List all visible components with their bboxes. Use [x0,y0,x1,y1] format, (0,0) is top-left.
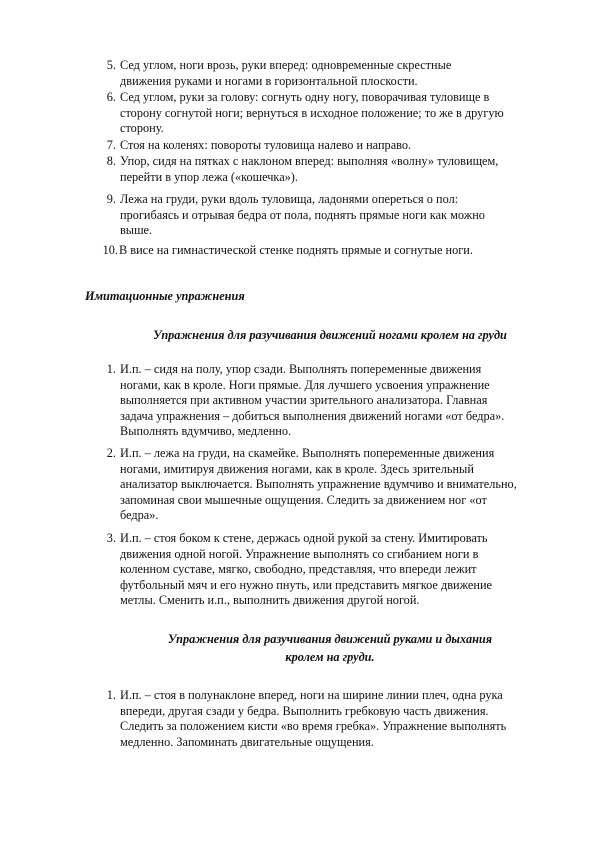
list-item-number: 1. [106,688,116,702]
list-item-number: 9. [106,192,116,206]
list-item [0,192,595,240]
list-item [0,688,595,752]
list-item-number: 10. [102,243,118,257]
list-item-text: И.п. – сидя на полу, упор сзади. Выполнять попеременные движения ногами, как в кроле. Ноги прямые. Для лучшего усвоения упражнение выполняется при активном участии зрительного анализатора. Главная задача упражнения – добиться выполнения движений ногами «от бедра». Выполнять вдумчиво, медленно. [120,362,505,438]
list-item [0,58,595,90]
subsection-heading: Упражнения для разучивания движений руками и дыхания [167,632,493,646]
list-item-text: Упор, сидя на пятках с наклоном вперед: выполняя «волну» туловищем, перейти в упор лежа («кошечка»). [120,154,499,184]
list-item-number: 6. [106,90,116,104]
list-item-number: 7. [106,138,116,152]
list-item [0,154,595,186]
list-item-number: 5. [106,58,116,72]
list-item-text: И.п. – стоя в полунаклоне вперед, ноги на ширине линии плеч, одна рука впереди, другая сзади у бедра. Выполнить гребковую часть движения. Следить за положением кисти «во время гребка». Упражнение выполнять медленно. Запоминать двигательные ощущения. [120,688,507,749]
list-item-text: Лежа на груди, руки вдоль туловища, ладонями опереться о пол: прогибаясь и отрывая бедра от пола, поднять прямые ноги как можно выше. [120,192,485,237]
list-item-text: И.п. – лежа на груди, на скамейке. Выполнять попеременные движения ногами, имитируя движения ногами, как в кроле. Здесь зрительный анализатор выключается. Выполнять упражнение вдумчиво и внимательно, запоминая свои мышечные ощущения. Следить за движением ног «от бедра». [120,446,517,522]
list-item [0,243,595,259]
list-item [0,138,595,154]
list-item [0,446,595,526]
list-item-text: Сед углом, руки за голову: согнуть одну ногу, поворачивая туловище в сторону согнутой ноги; вернуться в исходное положение; то же в другую сторону. [120,90,504,135]
list-item-text: Стоя на коленях: повороты туловища налево и направо. [120,138,412,152]
section-heading: Имитационные упражнения [85,289,245,303]
list-item-number: 1. [106,362,116,376]
list-item-number: 2. [106,446,116,460]
subsection-heading: Упражнения для разучивания движений ногами кролем на груди [153,328,507,342]
list-item-text: Сед углом, ноги врозь, руки вперед: одновременные скрестные движения руками и ногами в горизонтальной плоскости. [120,58,452,88]
list-item [0,531,595,611]
list-item [0,90,595,138]
list-item [0,362,595,442]
list-item-text: И.п. – стоя боком к стене, держась одной рукой за стену. Имитировать движения одной ногой. Упражнение выполнять со сгибанием ноги в коленном суставе, мягко, свободно, представляя, что впереди лежит футбольный мяч и его нужно пнуть, или представить мягкое движение метлы. Сменить и.п., выполнить движения другой ногой. [120,531,492,607]
list-item-number: 3. [106,531,116,545]
subsection-heading-continued: кролем на груди. [285,650,375,664]
list-item-number: 8. [106,154,116,168]
list-item-text: В висе на гимнастической стенке поднять прямые и согнутые ноги. [119,243,473,257]
